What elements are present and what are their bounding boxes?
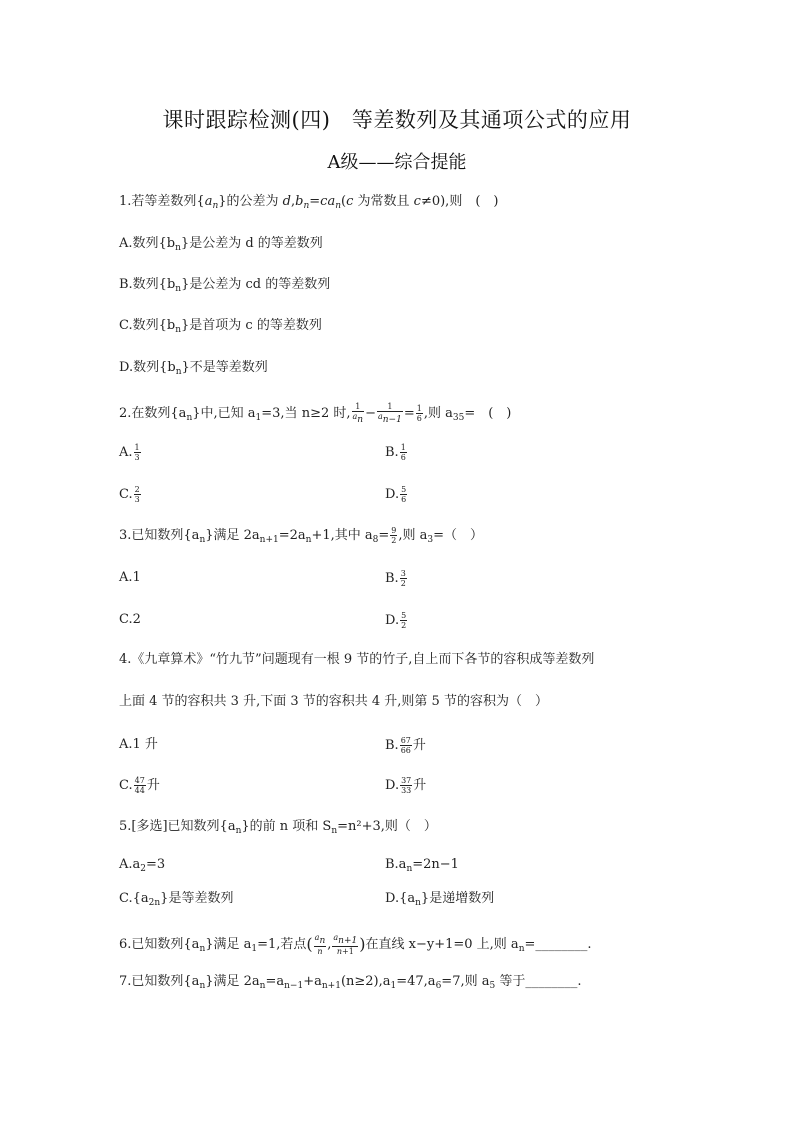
- question-1-option-a: A.数列$\{b_n\}$是公差为 d 的等差数列: [119, 236, 323, 253]
- question-3-stem: 3.已知数列$\{a_n\}$满足 $2a_{n+1}=2a_n+1$,其中 $a_8=$ $\frac{9}{2}$ ,则 $a_3=$（ ）: [119, 526, 484, 545]
- question-4-option-b: B. $\frac{67}{66}$ 升: [385, 736, 426, 755]
- question-5-stem: 5.[多选]已知数列$\{a_n\}$的前 n 项和 $S_n=n^2+3$,则（ ）: [119, 819, 437, 836]
- question-3-option-b: B. $\frac{3}{2}$: [385, 569, 406, 588]
- page-title: 课时跟踪检测(四) 等差数列及其通项公式的应用: [162, 108, 632, 132]
- question-1-stem: 1.若等差数列$\{a_n\}$的公差为 $d,b_n=ca_n(c$ 为常数且 c≠0),则 ( ): [119, 194, 499, 211]
- question-7-stem: 7.已知数列$\{a_n\}$满足 $2a_n=a_{n-1}+a_{n+1}(n\ge 2),a_1=47,a_6=7$,则 $a_5$ 等于________.: [119, 974, 582, 991]
- question-4-stem-line1: 4.《九章算术》“竹九节”问题现有一根 9 节的竹子,自上而下各节的容积成等差数列: [119, 652, 595, 667]
- question-1-option-d: D.数列$\{b_n\}$不是等差数列: [119, 360, 268, 377]
- question-2-stem: 2.在数列$\{a_n\}$中,已知 $a_1=3$,当 n≥2 时, $\frac{1}{a_n}$ − $\frac{1}{a_{n-1}}$ = $\frac{1}{6}$ ,则 $a_{35}=$ ( ): [119, 402, 512, 425]
- question-2-option-c: C. $\frac{2}{3}$: [119, 485, 140, 504]
- question-2-option-a: A. $\frac{1}{3}$: [119, 443, 140, 462]
- question-3-option-d: D. $\frac{5}{2}$: [385, 611, 407, 630]
- question-4-option-a: A.1 升: [119, 737, 158, 752]
- question-3-option-c: C.2: [119, 612, 141, 627]
- question-3-option-a: A.1: [119, 570, 141, 585]
- question-4-option-c: C. $\frac{47}{44}$ 升: [119, 776, 160, 795]
- question-4-stem-line2: 上面 4 节的容积共 3 升,下面 3 节的容积共 4 升,则第 5 节的容积为（ ）: [119, 694, 548, 709]
- question-2-option-b: B. $\frac{1}{6}$: [385, 443, 406, 462]
- question-5-option-a: $A.a_2=3$: [119, 857, 166, 874]
- section-subtitle: A级——综合提能: [327, 152, 467, 173]
- question-1-option-b: B.数列$\{b_n\}$是公差为 cd 的等差数列: [119, 277, 331, 294]
- question-5-option-c: $C.\{a_{2n}\}$是等差数列: [119, 891, 234, 908]
- question-6-stem: 6.已知数列$\{a_n\}$满足 $a_1=1$,若点( $\frac{a_n}{n}$ , $\frac{a_{n+1}}{n+1}$ )在直线 x−y+1=0 上,则 $a_n=\_\_\_\_\_\_\_\_$.: [119, 933, 592, 956]
- question-5-option-b: $B.a_n=2n-1$: [385, 857, 459, 874]
- question-4-option-d: D. $\frac{37}{33}$ 升: [385, 776, 427, 795]
- question-2-option-d: D. $\frac{5}{6}$: [385, 485, 407, 504]
- question-1-option-c: C.数列$\{b_n\}$是首项为 c 的等差数列: [119, 318, 322, 335]
- question-5-option-d: $D.\{a_n\}$是递增数列: [385, 891, 495, 908]
